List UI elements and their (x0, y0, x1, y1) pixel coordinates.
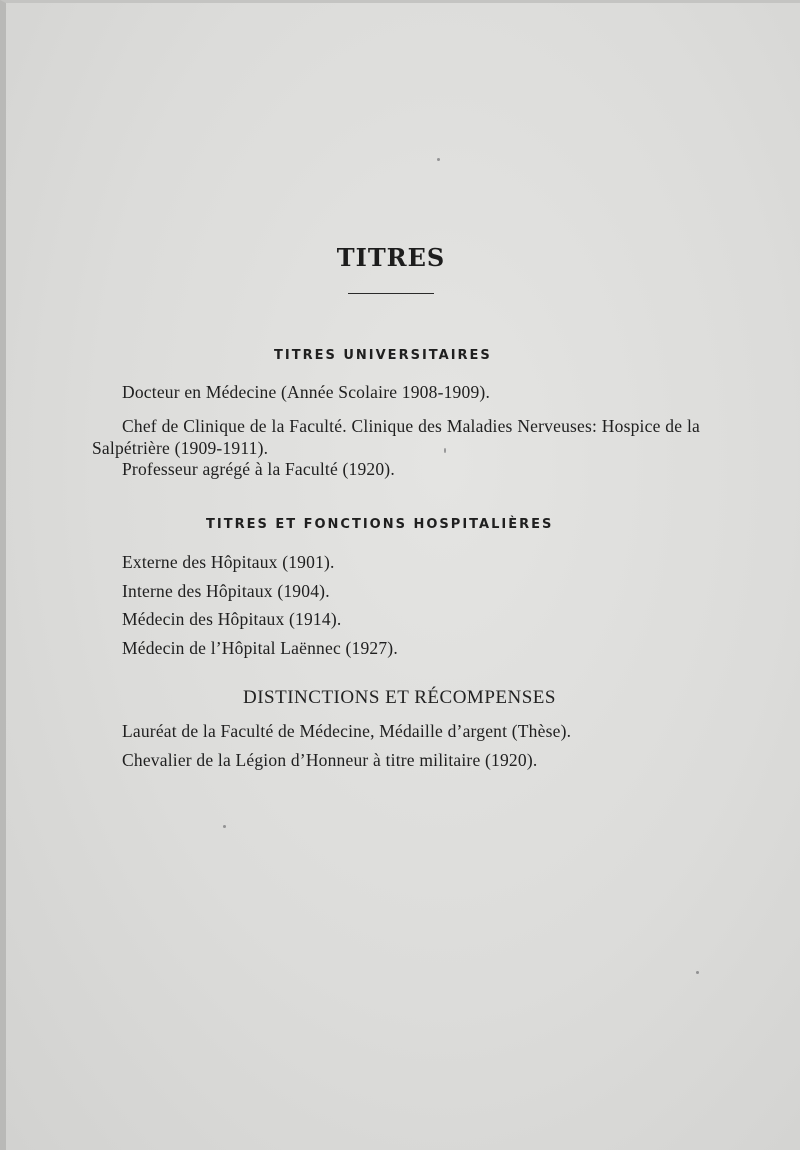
section-entry: Docteur en Médecine (Année Scolaire 1908-1909). (122, 382, 491, 402)
section-heading-universitaires: TITRES UNIVERSITAIRES (274, 348, 492, 363)
section-entry: Chevalier de la Légion d’Honneur à titre militaire (1920). (122, 750, 538, 770)
section-heading-hospitalieres: TITRES ET FONCTIONS HOSPITALIÈRES (206, 517, 554, 532)
scan-speck (696, 971, 699, 974)
title-divider (348, 293, 434, 294)
section-entry: Interne des Hôpitaux (1904). (122, 581, 330, 601)
section-entry: Médecin des Hôpitaux (1914). (122, 609, 342, 629)
page-title: TITRES (336, 243, 446, 272)
section-entry: Lauréat de la Faculté de Médecine, Médaille d’argent (Thèse). (122, 721, 572, 741)
section-entry: Professeur agrégé à la Faculté (1920). (122, 459, 395, 479)
section-entry: Médecin de l’Hôpital Laënnec (1927). (122, 638, 398, 658)
scan-speck (223, 825, 226, 828)
section-entry: Externe des Hôpitaux (1901). (122, 552, 335, 572)
scan-speck (437, 158, 440, 161)
section-heading-distinctions: DISTINCTIONS ET RÉCOMPENSES (243, 687, 556, 708)
section-entry: Chef de Clinique de la Faculté. Clinique des Maladies Nerveuses: Hospice de la Salpétrière (1909-1911). (92, 416, 700, 458)
